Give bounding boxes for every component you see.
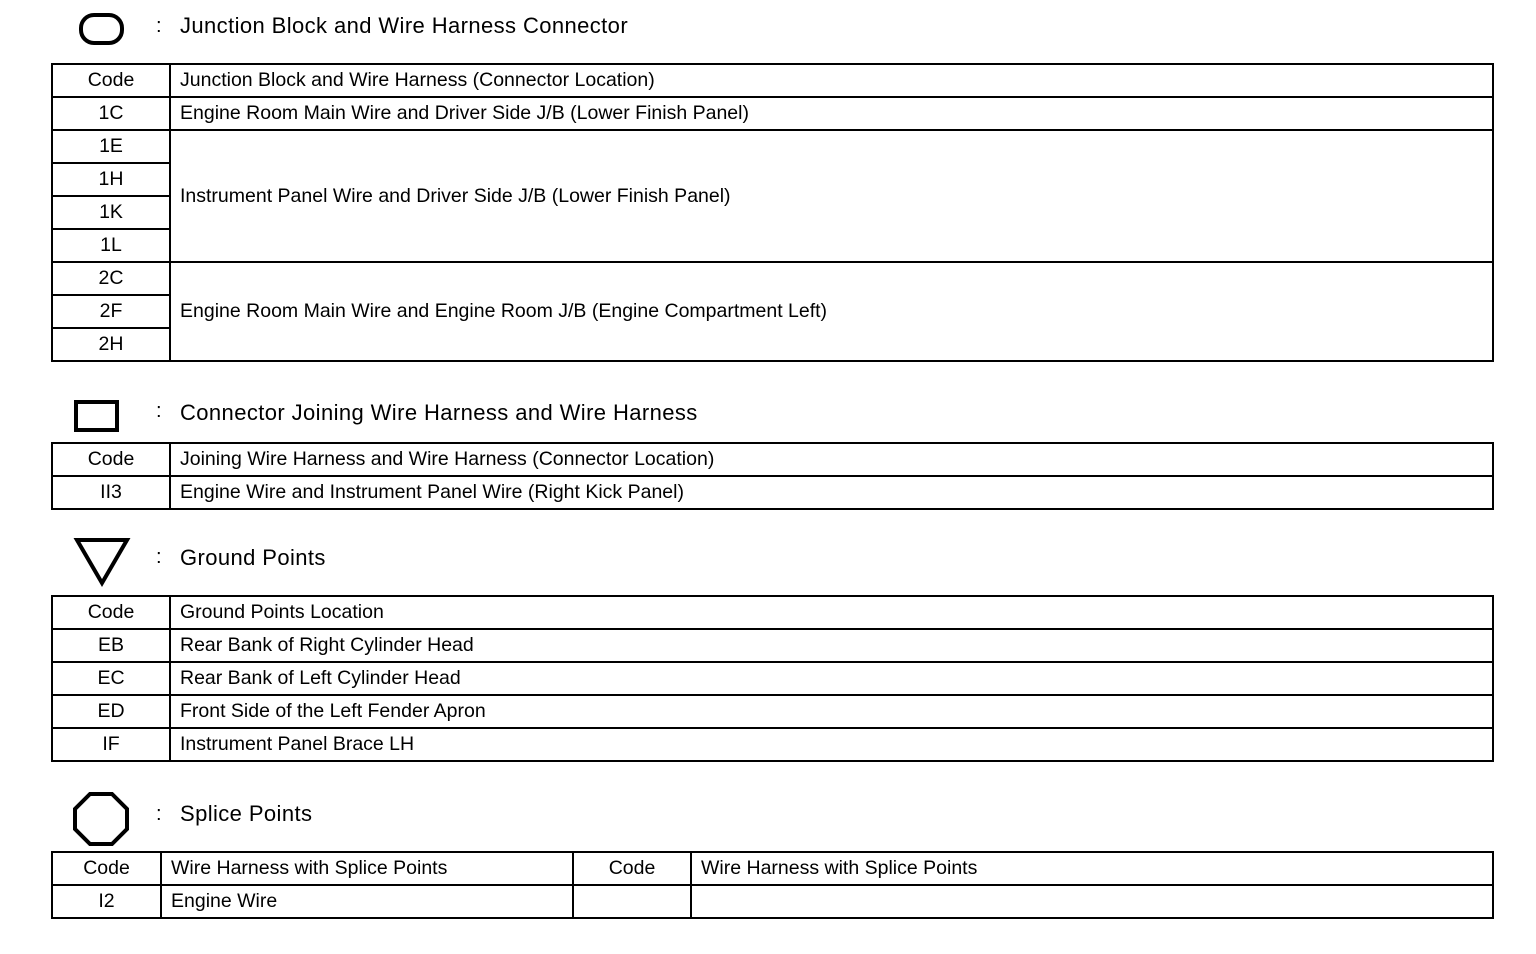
wire-harness-cell	[691, 885, 1493, 918]
rectangle-symbol	[73, 399, 121, 433]
section-title: Connector Joining Wire Harness and Wire Harness	[180, 400, 698, 425]
code-header: Code	[52, 64, 170, 97]
location-header: Ground Points Location	[170, 596, 1493, 629]
location-cell: Rear Bank of Right Cylinder Head	[170, 629, 1493, 662]
table-row	[52, 476, 1493, 509]
ground-points-table	[51, 595, 1494, 762]
code-cell: I2	[52, 885, 161, 918]
location-header: Junction Block and Wire Harness (Connector Location)	[170, 64, 1493, 97]
octagon-symbol	[72, 791, 130, 847]
location-header: Joining Wire Harness and Wire Harness (Connector Location)	[170, 443, 1493, 476]
wire-harness-header: Wire Harness with Splice Points	[161, 852, 573, 885]
junction-block-table	[51, 63, 1494, 362]
location-cell: Rear Bank of Left Cylinder Head	[170, 662, 1493, 695]
code-header: Code	[573, 852, 691, 885]
table-row	[52, 130, 1493, 163]
wire-harness-header: Wire Harness with Splice Points	[691, 852, 1493, 885]
section-title: Splice Points	[180, 801, 313, 826]
code-cell: EB	[52, 629, 170, 662]
table-row	[52, 695, 1493, 728]
table-row	[52, 662, 1493, 695]
colon-separator: :	[156, 803, 162, 825]
code-cell: 2H	[52, 328, 170, 361]
code-header: Code	[52, 852, 161, 885]
inverted-triangle-symbol	[73, 536, 131, 588]
table-row	[52, 97, 1493, 130]
wire-harness-cell: Engine Wire	[161, 885, 573, 918]
location-cell: Instrument Panel Wire and Driver Side J/B (Lower Finish Panel)	[170, 130, 1493, 262]
table-row	[52, 629, 1493, 662]
junction-block-section-header	[70, 6, 970, 56]
colon-separator: :	[156, 400, 162, 422]
location-cell: Engine Room Main Wire and Engine Room J/B (Engine Compartment Left)	[170, 262, 1493, 361]
code-cell: 1L	[52, 229, 170, 262]
ground-points-section-header	[70, 534, 970, 584]
table-row	[52, 262, 1493, 295]
code-cell: 2F	[52, 295, 170, 328]
table-header-row	[52, 596, 1493, 629]
table-header-row	[52, 64, 1493, 97]
table-row	[52, 885, 1493, 918]
table-row	[52, 728, 1493, 761]
code-cell: 2C	[52, 262, 170, 295]
splice-points-table	[51, 851, 1494, 919]
location-cell: Instrument Panel Brace LH	[170, 728, 1493, 761]
code-header: Code	[52, 443, 170, 476]
location-cell: Front Side of the Left Fender Apron	[170, 695, 1493, 728]
section-title: Junction Block and Wire Harness Connector	[180, 13, 629, 38]
code-cell: 1E	[52, 130, 170, 163]
code-cell: 1C	[52, 97, 170, 130]
location-cell: Engine Room Main Wire and Driver Side J/B (Lower Finish Panel)	[170, 97, 1493, 130]
table-header-row	[52, 443, 1493, 476]
colon-separator: :	[156, 15, 162, 37]
code-cell: ED	[52, 695, 170, 728]
rounded-rectangle-symbol	[79, 12, 125, 46]
location-cell: Engine Wire and Instrument Panel Wire (Right Kick Panel)	[170, 476, 1493, 509]
code-cell: 1K	[52, 196, 170, 229]
splice-points-section-header	[70, 790, 970, 840]
connector-joining-section-header	[70, 393, 970, 443]
code-cell: EC	[52, 662, 170, 695]
code-header: Code	[52, 596, 170, 629]
table-header-row	[52, 852, 1493, 885]
colon-separator: :	[156, 546, 162, 568]
code-cell: 1H	[52, 163, 170, 196]
code-cell	[573, 885, 691, 918]
code-cell: II3	[52, 476, 170, 509]
connector-joining-table	[51, 442, 1494, 510]
section-title: Ground Points	[180, 545, 326, 570]
code-cell: IF	[52, 728, 170, 761]
